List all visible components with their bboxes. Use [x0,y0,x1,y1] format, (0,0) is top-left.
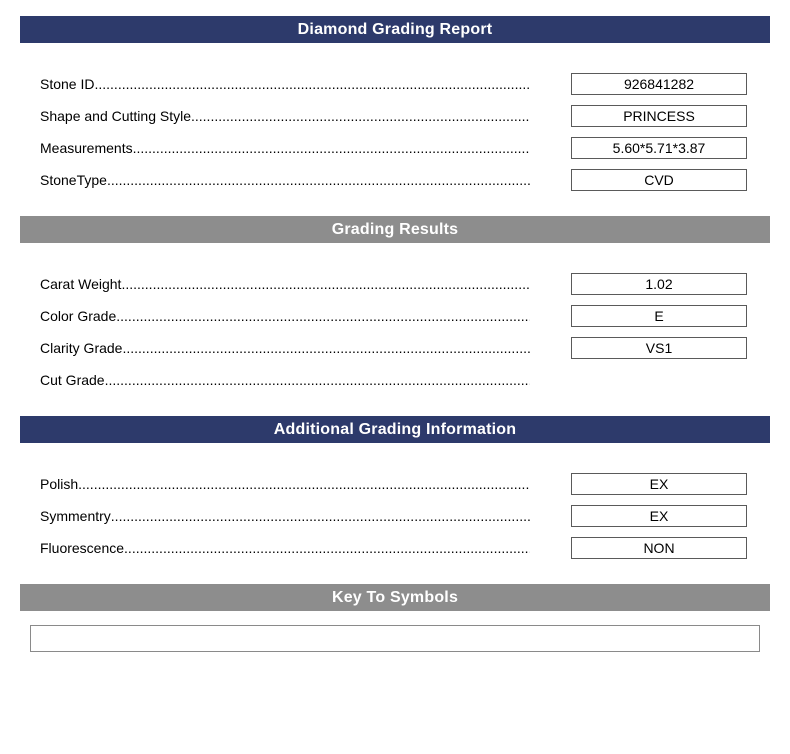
grading-results-section [20,243,770,416]
field-row-clarity-grade [20,332,770,364]
key-to-symbols-title: Key To Symbols [331,588,459,606]
cut-grade-label: Cut Grade [40,372,105,388]
leader-dots [105,372,530,388]
leader-dots [111,508,530,524]
field-row-fluorescence [20,532,770,564]
measurements-label: Measurements [40,140,133,156]
symmetry-value: EX [649,508,669,524]
field-row-color-grade [20,300,770,332]
leader-dots [124,540,530,556]
clarity-grade-label: Clarity Grade [40,340,123,356]
stone-id-value-box [571,73,747,95]
grading-results-title: Grading Results [331,220,459,238]
color-grade-value-box [571,305,747,327]
field-row-cut-grade [20,364,770,396]
clarity-grade-value: VS1 [645,340,673,356]
stone-type-value-box [571,169,747,191]
field-row-carat-weight [20,268,770,300]
polish-value-box [571,473,747,495]
leader-dots [133,140,530,156]
key-to-symbols-bar [20,584,770,611]
key-to-symbols-box [30,625,760,652]
leader-dots [116,308,530,324]
grading-results-bar [20,216,770,243]
field-row-shape [20,100,770,132]
color-grade-label: Color Grade [40,308,117,324]
stone-type-label: StoneType [40,172,107,188]
field-row-stone-id [20,68,770,100]
field-row-polish [20,468,770,500]
identification-section [20,43,770,216]
measurements-value-box [571,137,747,159]
symmetry-label: Symmentry [40,508,111,524]
leader-dots [191,108,530,124]
carat-weight-value: 1.02 [645,276,673,292]
stone-id-value: 926841282 [623,76,695,92]
report-title-bar [20,16,770,43]
fluorescence-value-box [571,537,747,559]
color-grade-value: E [654,308,664,324]
fluorescence-value: NON [643,540,675,556]
additional-info-section [20,443,770,584]
stone-type-value: CVD [644,172,674,188]
stone-id-label: Stone ID [40,76,95,92]
leader-dots [78,476,530,492]
carat-weight-value-box [571,273,747,295]
shape-value-box [571,105,747,127]
clarity-grade-value-box [571,337,747,359]
polish-label: Polish [40,476,79,492]
additional-info-bar [20,416,770,443]
measurements-value: 5.60*5.71*3.87 [612,140,706,156]
polish-value: EX [649,476,669,492]
carat-weight-label: Carat Weight [40,276,122,292]
report-title: Diamond Grading Report [297,20,493,38]
fluorescence-label: Fluorescence [40,540,125,556]
shape-value: PRINCESS [623,108,695,124]
field-row-stone-type [20,164,770,196]
additional-info-title: Additional Grading Information [273,420,517,438]
field-row-measurements [20,132,770,164]
shape-label: Shape and Cutting Style [40,108,191,124]
field-row-symmetry [20,500,770,532]
leader-dots [121,276,530,292]
leader-dots [122,340,530,356]
leader-dots [94,76,530,92]
leader-dots [107,172,530,188]
symmetry-value-box [571,505,747,527]
